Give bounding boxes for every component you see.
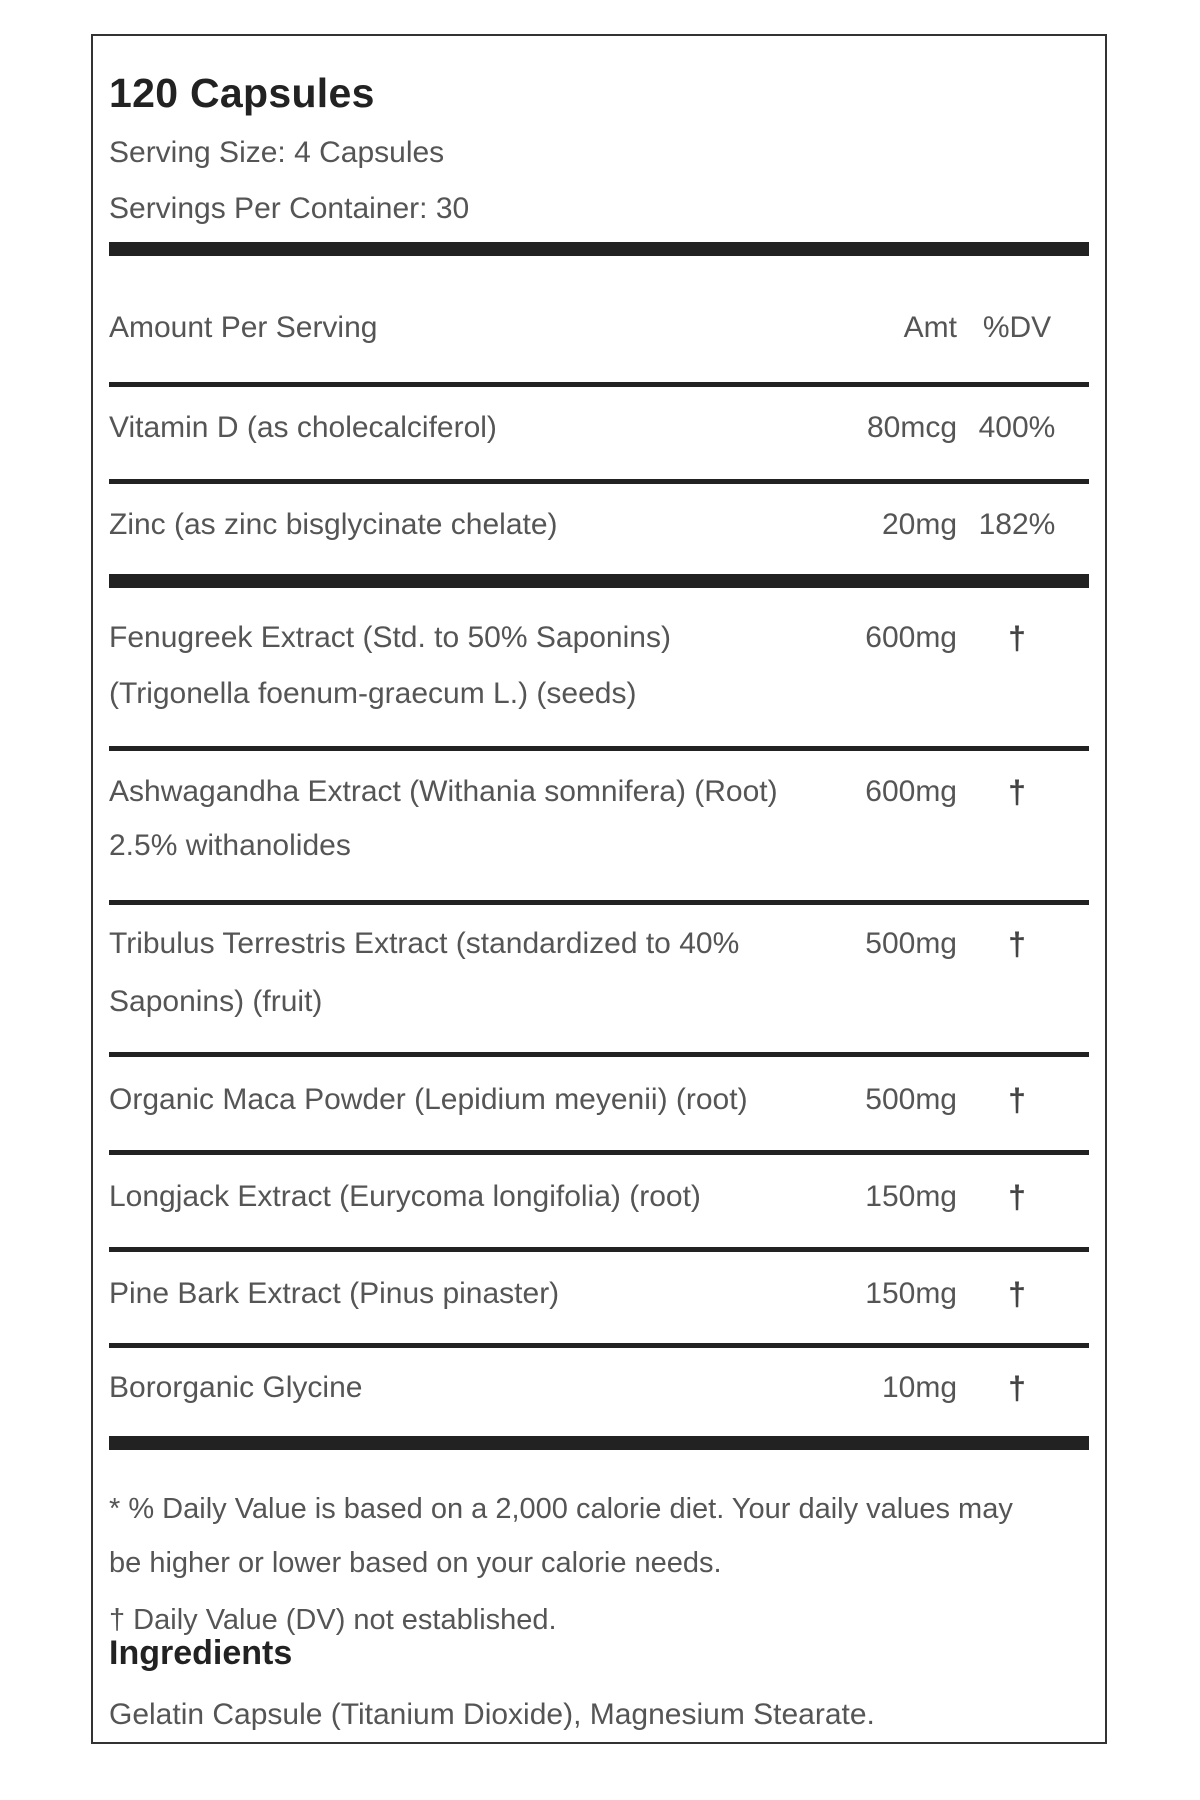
serving-size: Serving Size: 4 Capsules bbox=[109, 136, 445, 169]
ingredient-amount: 150mg bbox=[865, 1180, 957, 1213]
ingredient-name-line1: Pine Bark Extract (Pinus pinaster) bbox=[109, 1277, 560, 1310]
divider bbox=[109, 1052, 1089, 1057]
ingredient-amount: 600mg bbox=[865, 775, 957, 808]
dagger-symbol: † bbox=[1008, 1179, 1026, 1215]
amount-per-serving-label: Amount Per Serving bbox=[109, 311, 378, 344]
ingredient-name-line1: Longjack Extract (Eurycoma longifolia) (root) bbox=[109, 1180, 701, 1213]
container-count-title: 120 Capsules bbox=[109, 70, 375, 116]
dagger-symbol: † bbox=[1008, 926, 1026, 962]
nutrient-name: Vitamin D (as cholecalciferol) bbox=[109, 411, 497, 444]
supplement-facts-panel bbox=[91, 34, 1107, 1744]
ingredients-list: Gelatin Capsule (Titanium Dioxide), Magnesium Stearate. bbox=[109, 1698, 875, 1731]
ingredient-name-line2: (Trigonella foenum-graecum L.) (seeds) bbox=[109, 677, 637, 710]
divider bbox=[109, 746, 1089, 751]
ingredient-amount: 600mg bbox=[865, 621, 957, 654]
divider bbox=[109, 900, 1089, 905]
divider-thick bbox=[109, 574, 1089, 588]
divider bbox=[109, 479, 1089, 484]
ingredient-amount: 10mg bbox=[881, 1371, 957, 1404]
ingredient-amount: 150mg bbox=[865, 1277, 957, 1310]
divider-thick bbox=[109, 1436, 1089, 1450]
nutrient-amount: 80mcg bbox=[866, 411, 957, 444]
dv-not-established-footnote: † Daily Value (DV) not established. bbox=[109, 1604, 557, 1636]
divider bbox=[109, 1343, 1089, 1348]
ingredient-name-line1: Organic Maca Powder (Lepidium meyenii) (root) bbox=[109, 1083, 748, 1116]
dagger-symbol: † bbox=[1008, 1276, 1026, 1312]
daily-value-footnote-line1: * % Daily Value is based on a 2,000 calorie diet. Your daily values may bbox=[109, 1493, 1013, 1525]
nutrient-amount: 20mg bbox=[881, 508, 957, 541]
daily-value-footnote-line2: be higher or lower based on your calorie needs. bbox=[109, 1547, 722, 1579]
amt-column-header: Amt bbox=[903, 311, 957, 344]
nutrient-daily-value: 182% bbox=[978, 508, 1056, 541]
ingredient-name-line1: Bororganic Glycine bbox=[109, 1371, 363, 1404]
divider-thick bbox=[109, 242, 1089, 256]
supplement-facts-content bbox=[109, 36, 1089, 1742]
ingredient-amount: 500mg bbox=[865, 1083, 957, 1116]
nutrient-name: Zinc (as zinc bisglycinate chelate) bbox=[109, 508, 558, 541]
nutrient-daily-value: 400% bbox=[978, 411, 1056, 444]
ingredient-name-line2: 2.5% withanolides bbox=[109, 829, 351, 862]
ingredients-heading: Ingredients bbox=[109, 1634, 293, 1672]
dagger-symbol: † bbox=[1008, 774, 1026, 810]
ingredient-amount: 500mg bbox=[865, 927, 957, 960]
ingredient-name-line1: Fenugreek Extract (Std. to 50% Saponins) bbox=[109, 621, 671, 654]
ingredient-name-line1: Ashwagandha Extract (Withania somnifera) (Root) bbox=[109, 775, 778, 808]
ingredient-name-line1: Tribulus Terrestris Extract (standardized to 40% bbox=[109, 927, 740, 960]
dagger-symbol: † bbox=[1008, 620, 1026, 656]
dv-column-header: %DV bbox=[982, 311, 1052, 344]
divider bbox=[109, 382, 1089, 387]
ingredient-name-line2: Saponins) (fruit) bbox=[109, 985, 323, 1018]
servings-per-container: Servings Per Container: 30 bbox=[109, 192, 470, 225]
dagger-symbol: † bbox=[1008, 1370, 1026, 1406]
dagger-symbol: † bbox=[1008, 1082, 1026, 1118]
divider bbox=[109, 1247, 1089, 1252]
divider bbox=[109, 1150, 1089, 1155]
